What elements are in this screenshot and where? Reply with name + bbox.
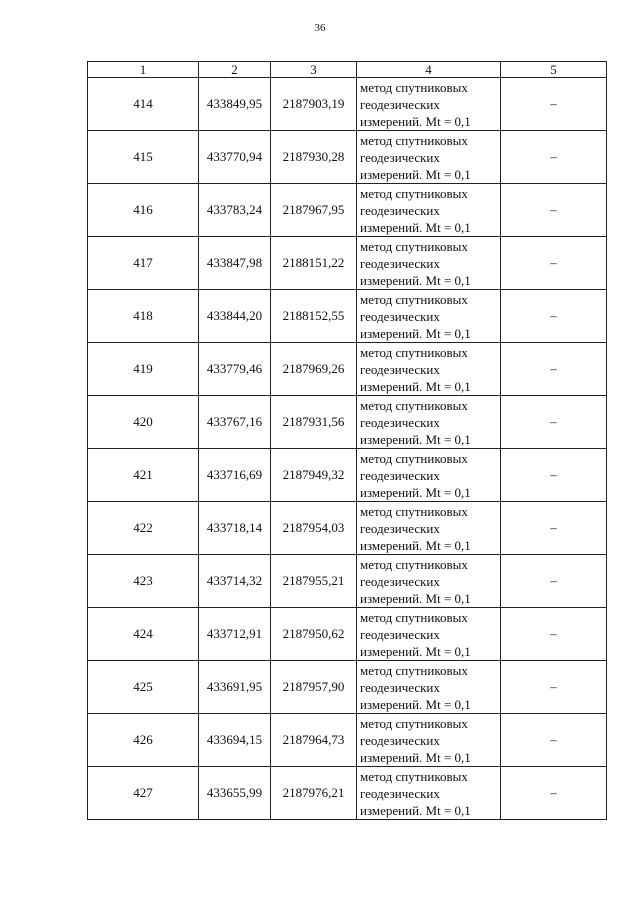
- point-number-cell: 420: [88, 396, 199, 449]
- y-coordinate-cell: 2187949,32: [271, 449, 357, 502]
- method-line: метод спутниковых: [360, 768, 468, 784]
- method-line: метод спутниковых: [360, 715, 468, 731]
- table-row: [88, 78, 607, 131]
- table-row: [88, 714, 607, 767]
- x-coordinate-cell: 433655,99: [199, 767, 271, 820]
- method-line: геодезических: [360, 414, 440, 430]
- method-cell: [357, 449, 501, 502]
- method-line: метод спутниковых: [360, 609, 468, 625]
- y-coordinate-cell: 2187976,21: [271, 767, 357, 820]
- method-line: геодезических: [360, 149, 440, 165]
- method-cell: [357, 396, 501, 449]
- y-coordinate-cell: 2188151,22: [271, 237, 357, 290]
- method-cell: [357, 714, 501, 767]
- x-coordinate-cell: 433779,46: [199, 343, 271, 396]
- point-number-cell: 424: [88, 608, 199, 661]
- x-coordinate-cell: 433714,32: [199, 555, 271, 608]
- table-row: [88, 396, 607, 449]
- method-line: метод спутниковых: [360, 79, 468, 95]
- method-line: метод спутниковых: [360, 132, 468, 148]
- method-line: метод спутниковых: [360, 185, 468, 201]
- method-cell: [357, 608, 501, 661]
- point-number-cell: 416: [88, 184, 199, 237]
- method-line: метод спутниковых: [360, 238, 468, 254]
- point-number-cell: 426: [88, 714, 199, 767]
- table-row: [88, 767, 607, 820]
- table-row: [88, 661, 607, 714]
- table-row: [88, 502, 607, 555]
- y-coordinate-cell: 2187969,26: [271, 343, 357, 396]
- note-cell: –: [501, 396, 607, 449]
- header-col-1: 1: [88, 62, 199, 78]
- method-line: метод спутниковых: [360, 556, 468, 572]
- method-line: геодезических: [360, 255, 440, 271]
- note-cell: –: [501, 131, 607, 184]
- x-coordinate-cell: 433767,16: [199, 396, 271, 449]
- x-coordinate-cell: 433770,94: [199, 131, 271, 184]
- method-line: измерений. Mt = 0,1: [360, 537, 471, 553]
- method-line: геодезических: [360, 573, 440, 589]
- y-coordinate-cell: 2187931,56: [271, 396, 357, 449]
- point-number-cell: 423: [88, 555, 199, 608]
- note-cell: –: [501, 714, 607, 767]
- note-cell: –: [501, 661, 607, 714]
- x-coordinate-cell: 433849,95: [199, 78, 271, 131]
- note-cell: –: [501, 608, 607, 661]
- header-col-4: 4: [357, 62, 501, 78]
- method-line: геодезических: [360, 308, 440, 324]
- point-number-cell: 422: [88, 502, 199, 555]
- method-line: измерений. Mt = 0,1: [360, 749, 471, 765]
- method-line: измерений. Mt = 0,1: [360, 590, 471, 606]
- point-number-cell: 415: [88, 131, 199, 184]
- x-coordinate-cell: 433712,91: [199, 608, 271, 661]
- note-cell: –: [501, 767, 607, 820]
- note-cell: –: [501, 343, 607, 396]
- method-line: геодезических: [360, 626, 440, 642]
- method-line: геодезических: [360, 785, 440, 801]
- page-number: 36: [314, 22, 326, 34]
- x-coordinate-cell: 433847,98: [199, 237, 271, 290]
- method-line: измерений. Mt = 0,1: [360, 219, 471, 235]
- method-cell: [357, 237, 501, 290]
- table-row: [88, 449, 607, 502]
- y-coordinate-cell: 2187930,28: [271, 131, 357, 184]
- method-line: измерений. Mt = 0,1: [360, 272, 471, 288]
- method-cell: [357, 343, 501, 396]
- point-number-cell: 427: [88, 767, 199, 820]
- method-cell: [357, 290, 501, 343]
- point-number-cell: 425: [88, 661, 199, 714]
- x-coordinate-cell: 433691,95: [199, 661, 271, 714]
- method-line: геодезических: [360, 732, 440, 748]
- y-coordinate-cell: 2187955,21: [271, 555, 357, 608]
- note-cell: –: [501, 237, 607, 290]
- header-col-3: 3: [271, 62, 357, 78]
- note-cell: –: [501, 290, 607, 343]
- method-cell: [357, 502, 501, 555]
- method-line: измерений. Mt = 0,1: [360, 378, 471, 394]
- table-body: [88, 78, 607, 820]
- method-line: метод спутниковых: [360, 344, 468, 360]
- method-line: метод спутниковых: [360, 503, 468, 519]
- table-row: [88, 237, 607, 290]
- table-row: [88, 184, 607, 237]
- method-line: геодезических: [360, 202, 440, 218]
- method-line: измерений. Mt = 0,1: [360, 166, 471, 182]
- x-coordinate-cell: 433716,69: [199, 449, 271, 502]
- method-line: измерений. Mt = 0,1: [360, 643, 471, 659]
- method-line: измерений. Mt = 0,1: [360, 696, 471, 712]
- note-cell: –: [501, 449, 607, 502]
- point-number-cell: 418: [88, 290, 199, 343]
- header-col-5: 5: [501, 62, 607, 78]
- note-cell: –: [501, 78, 607, 131]
- method-cell: [357, 78, 501, 131]
- y-coordinate-cell: 2187950,62: [271, 608, 357, 661]
- method-line: геодезических: [360, 467, 440, 483]
- y-coordinate-cell: 2187964,73: [271, 714, 357, 767]
- x-coordinate-cell: 433783,24: [199, 184, 271, 237]
- method-cell: [357, 184, 501, 237]
- method-cell: [357, 767, 501, 820]
- table-header-row: [88, 62, 607, 78]
- x-coordinate-cell: 433718,14: [199, 502, 271, 555]
- method-line: измерений. Mt = 0,1: [360, 484, 471, 500]
- note-cell: –: [501, 502, 607, 555]
- method-cell: [357, 131, 501, 184]
- table-row: [88, 131, 607, 184]
- point-number-cell: 417: [88, 237, 199, 290]
- note-cell: –: [501, 555, 607, 608]
- y-coordinate-cell: 2187903,19: [271, 78, 357, 131]
- method-line: геодезических: [360, 96, 440, 112]
- method-cell: [357, 555, 501, 608]
- method-line: метод спутниковых: [360, 662, 468, 678]
- point-number-cell: 419: [88, 343, 199, 396]
- x-coordinate-cell: 433694,15: [199, 714, 271, 767]
- method-line: измерений. Mt = 0,1: [360, 431, 471, 447]
- method-line: метод спутниковых: [360, 397, 468, 413]
- y-coordinate-cell: 2187967,95: [271, 184, 357, 237]
- table-row: [88, 343, 607, 396]
- method-cell: [357, 661, 501, 714]
- x-coordinate-cell: 433844,20: [199, 290, 271, 343]
- coordinates-table: [87, 61, 607, 820]
- note-cell: –: [501, 184, 607, 237]
- table-row: [88, 555, 607, 608]
- point-number-cell: 414: [88, 78, 199, 131]
- header-col-2: 2: [199, 62, 271, 78]
- y-coordinate-cell: 2188152,55: [271, 290, 357, 343]
- point-number-cell: 421: [88, 449, 199, 502]
- method-line: геодезических: [360, 520, 440, 536]
- y-coordinate-cell: 2187954,03: [271, 502, 357, 555]
- method-line: измерений. Mt = 0,1: [360, 802, 471, 818]
- method-line: измерений. Mt = 0,1: [360, 113, 471, 129]
- method-line: геодезических: [360, 679, 440, 695]
- table-row: [88, 290, 607, 343]
- method-line: измерений. Mt = 0,1: [360, 325, 471, 341]
- method-line: геодезических: [360, 361, 440, 377]
- method-line: метод спутниковых: [360, 291, 468, 307]
- method-line: метод спутниковых: [360, 450, 468, 466]
- y-coordinate-cell: 2187957,90: [271, 661, 357, 714]
- table-row: [88, 608, 607, 661]
